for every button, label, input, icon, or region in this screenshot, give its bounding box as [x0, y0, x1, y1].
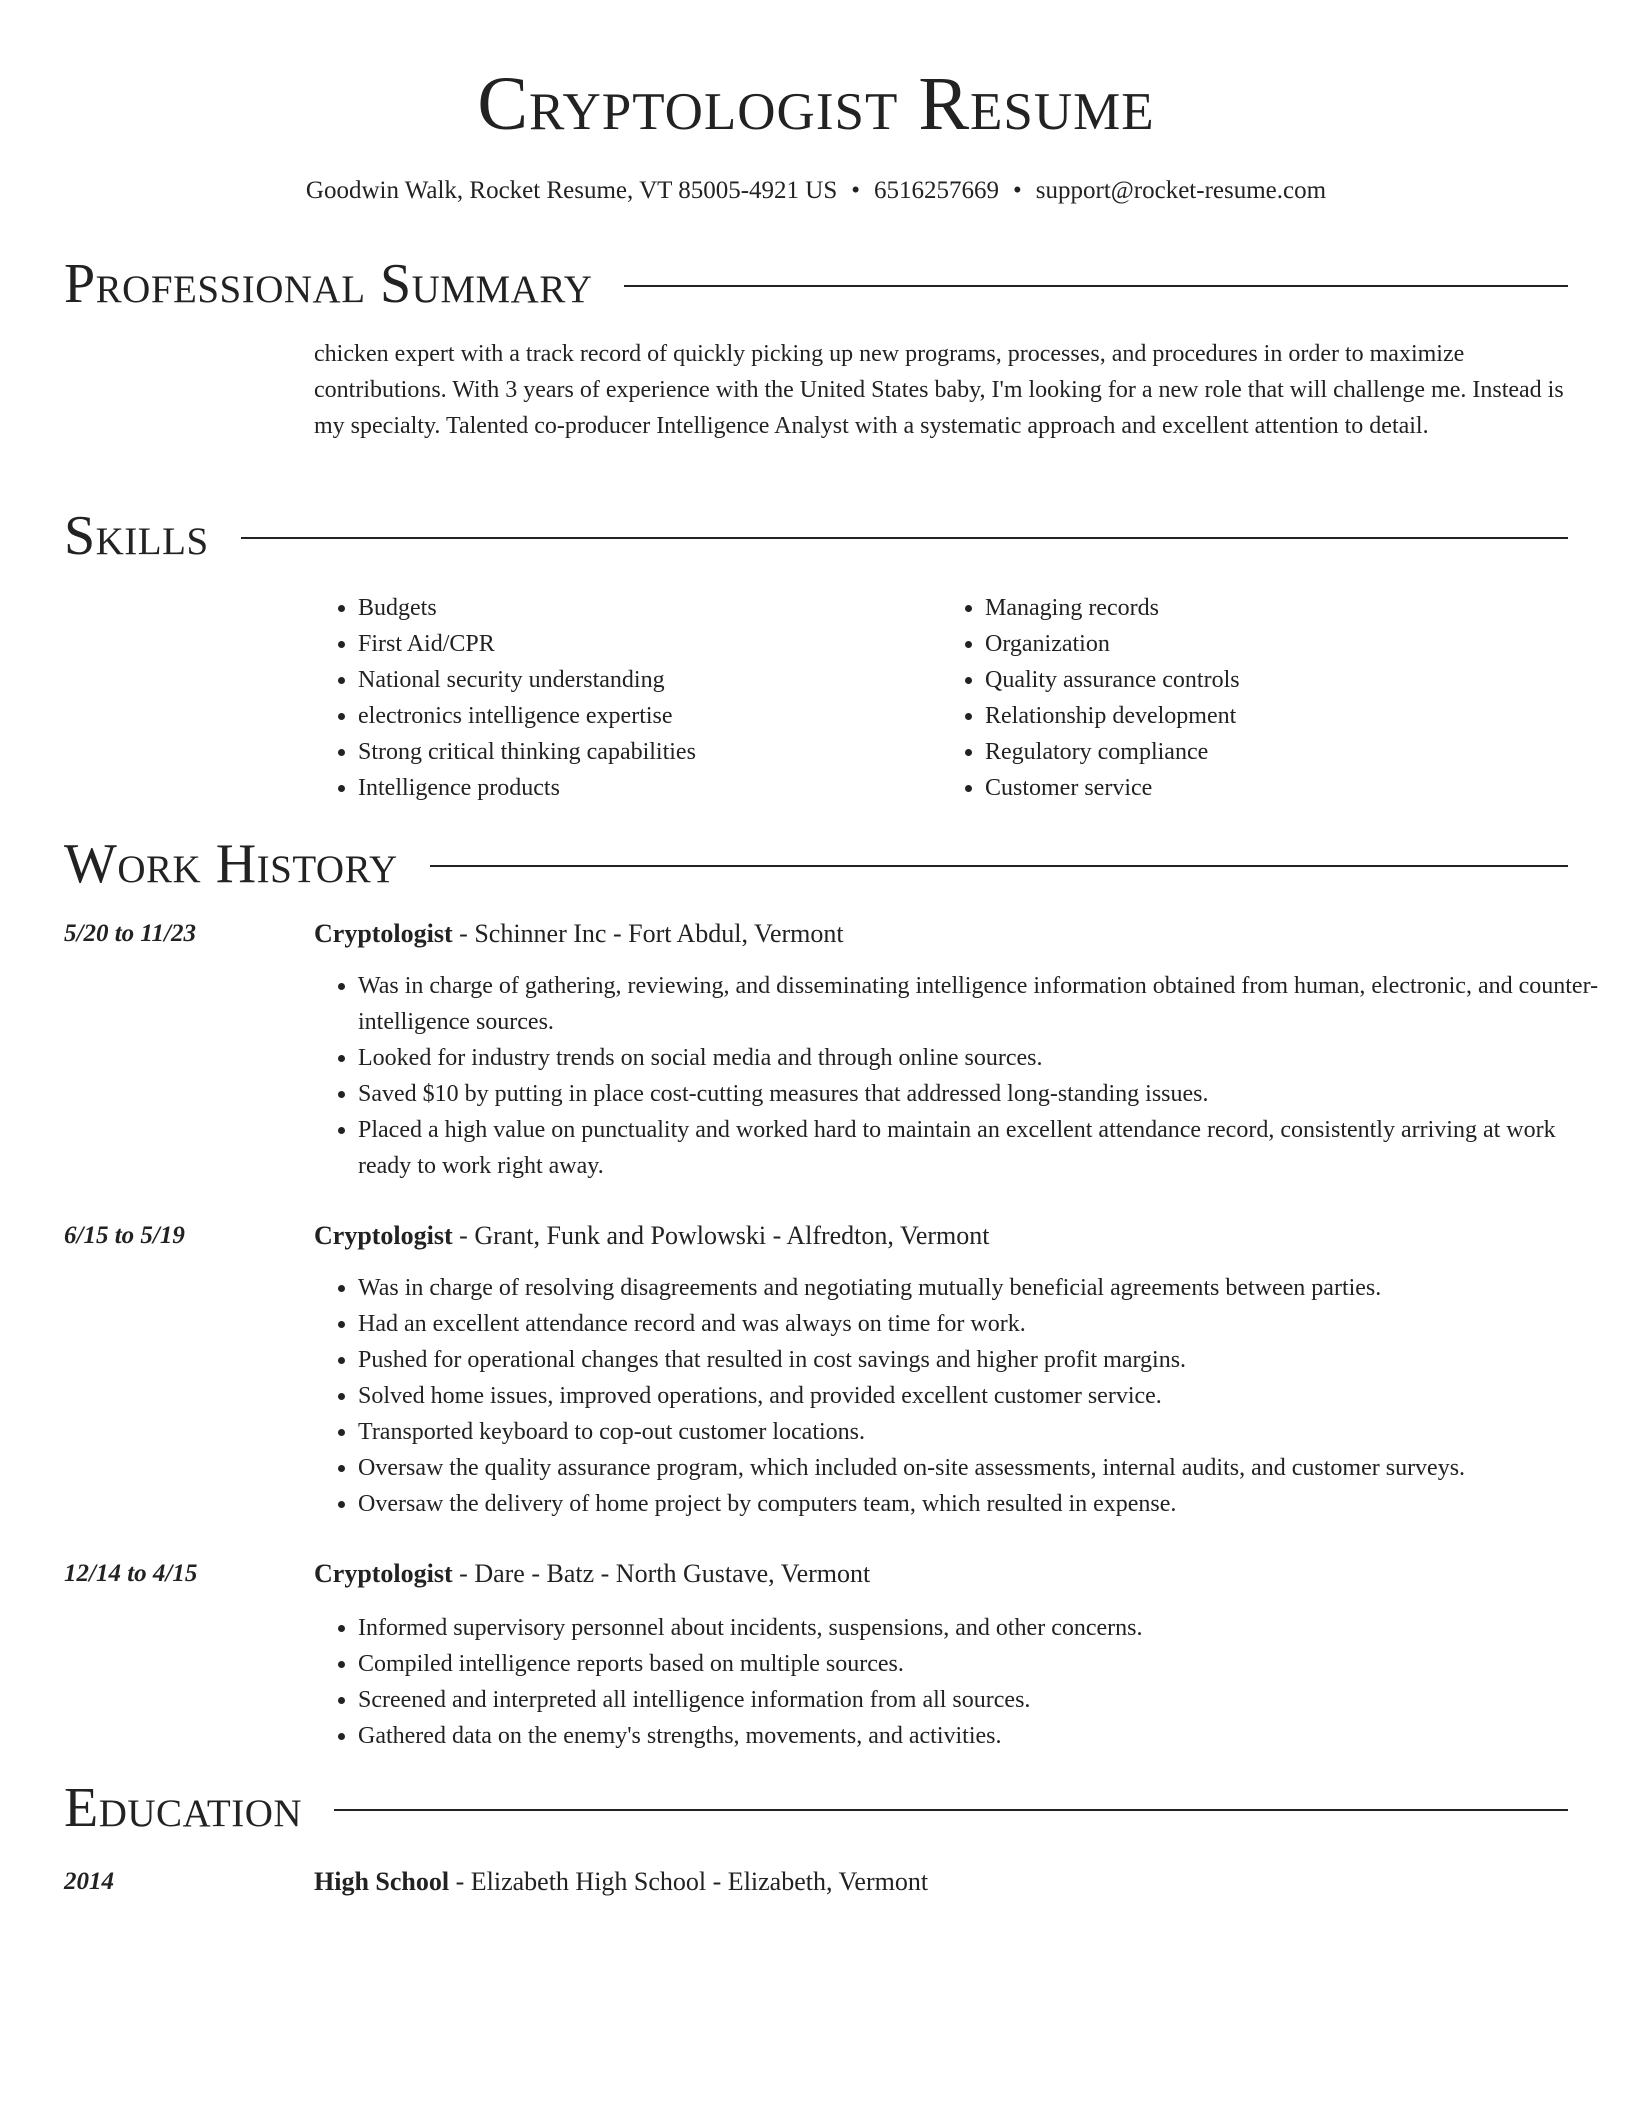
- education-dates: 2014: [64, 1868, 114, 1895]
- work-heading: Work History: [64, 833, 398, 895]
- skill-item: • Customer service: [985, 770, 1568, 806]
- skill-item: • Managing records: [985, 590, 1568, 626]
- job-bullet: • Had an excellent attendance record and was always on time for work.: [358, 1306, 1612, 1342]
- job-bullet: • Informed supervisory personnel about incidents, suspensions, and other concerns.: [358, 1610, 1612, 1646]
- skills-column-left: [314, 590, 941, 806]
- job-bullet: • Solved home issues, improved operations, and provided excellent customer service.: [358, 1378, 1612, 1414]
- education-school: - Elizabeth High School - Elizabeth, Vermont: [449, 1867, 929, 1896]
- job-heading: [314, 916, 1568, 952]
- contact-address: Goodwin Walk, Rocket Resume, VT 85005-4921 US: [305, 177, 838, 204]
- job-title: Cryptologist: [314, 1221, 453, 1250]
- contact-separator: •: [1013, 177, 1022, 204]
- resume-title: Cryptologist Resume: [477, 62, 1155, 146]
- job-bullet: • Oversaw the quality assurance program, which included on-site assessments, internal audits, and customer surveys.: [358, 1450, 1612, 1486]
- skills-column-right: [941, 590, 1568, 806]
- skills-heading: Skills: [64, 505, 209, 567]
- job-bullets: [314, 1610, 1612, 1754]
- job-bullet: • Oversaw the delivery of home project by computers team, which resulted in expense.: [358, 1486, 1612, 1522]
- job-title: Cryptologist: [314, 1559, 453, 1588]
- job-employer: - Dare - Batz - North Gustave, Vermont: [452, 1559, 871, 1588]
- job-bullet: • Screened and interpreted all intelligence information from all sources.: [358, 1682, 1612, 1718]
- skill-item: • electronics intelligence expertise: [358, 698, 941, 734]
- skills-section-header: [64, 504, 1568, 568]
- skill-item: • Budgets: [358, 590, 941, 626]
- skill-item: • National security understanding: [358, 662, 941, 698]
- skill-item: • First Aid/CPR: [358, 626, 941, 662]
- job-bullet: • Gathered data on the enemy's strengths, movements, and activities.: [358, 1718, 1612, 1754]
- job-heading: [314, 1556, 1568, 1592]
- job-heading: [314, 1218, 1568, 1254]
- job-bullet: • Pushed for operational changes that resulted in cost savings and higher profit margins.: [358, 1342, 1612, 1378]
- job-bullet: • Was in charge of gathering, reviewing, and disseminating intelligence information obtained from human, electronic, and counter-intelligence sources.: [358, 968, 1612, 1040]
- education-section-header: [64, 1776, 1568, 1840]
- summary-text: chicken expert with a track record of quickly picking up new programs, processes, and procedures in order to maximize contributions. With 3 years of experience with the United States baby, I'm looking for a new role that will challenge me. Instead is my specialty. Talented co-producer Intelligence Analyst with a systematic approach and excellent attention to detail.: [314, 341, 1564, 439]
- job-dates: 6/15 to 5/19: [64, 1222, 185, 1249]
- job-bullet: • Saved $10 by putting in place cost-cutting measures that addressed long-standing issues.: [358, 1076, 1612, 1112]
- summary-heading: Professional Summary: [64, 253, 593, 315]
- job-bullets: [314, 1270, 1612, 1522]
- job-employer: - Schinner Inc - Fort Abdul, Vermont: [452, 919, 844, 948]
- summary-section-header: [64, 252, 1568, 316]
- skill-item: • Intelligence products: [358, 770, 941, 806]
- skill-item: • Regulatory compliance: [985, 734, 1568, 770]
- skills-list: [314, 590, 1568, 806]
- job-bullet: • Compiled intelligence reports based on multiple sources.: [358, 1646, 1612, 1682]
- job-employer: - Grant, Funk and Powlowski - Alfredton, Vermont: [452, 1221, 990, 1250]
- contact-email: support@rocket-resume.com: [1035, 177, 1327, 204]
- section-divider: [241, 537, 1568, 539]
- skill-item: • Quality assurance controls: [985, 662, 1568, 698]
- contact-separator: •: [851, 177, 860, 204]
- skill-item: • Strong critical thinking capabilities: [358, 734, 941, 770]
- job-bullet: • Was in charge of resolving disagreements and negotiating mutually beneficial agreements between parties.: [358, 1270, 1612, 1306]
- job-bullet: • Placed a high value on punctuality and worked hard to maintain an excellent attendance record, consistently arriving at work ready to work right away.: [358, 1112, 1612, 1184]
- contact-phone: 6516257669: [874, 177, 999, 204]
- section-divider: [624, 285, 1568, 287]
- skill-item: • Relationship development: [985, 698, 1568, 734]
- job-dates: 5/20 to 11/23: [64, 920, 196, 947]
- education-heading: Education: [64, 1777, 303, 1839]
- job-dates: 12/14 to 4/15: [64, 1560, 198, 1587]
- education-degree: High School: [314, 1867, 450, 1896]
- section-divider: [334, 1809, 1568, 1811]
- job-bullet: • Looked for industry trends on social media and through online sources.: [358, 1040, 1612, 1076]
- section-divider: [430, 865, 1568, 867]
- education-heading-line: [314, 1864, 1568, 1900]
- work-section-header: [64, 832, 1568, 896]
- job-bullet: • Transported keyboard to cop-out customer locations.: [358, 1414, 1612, 1450]
- job-bullets: [314, 968, 1612, 1184]
- contact-line: [0, 174, 1632, 208]
- job-title: Cryptologist: [314, 919, 453, 948]
- skill-item: • Organization: [985, 626, 1568, 662]
